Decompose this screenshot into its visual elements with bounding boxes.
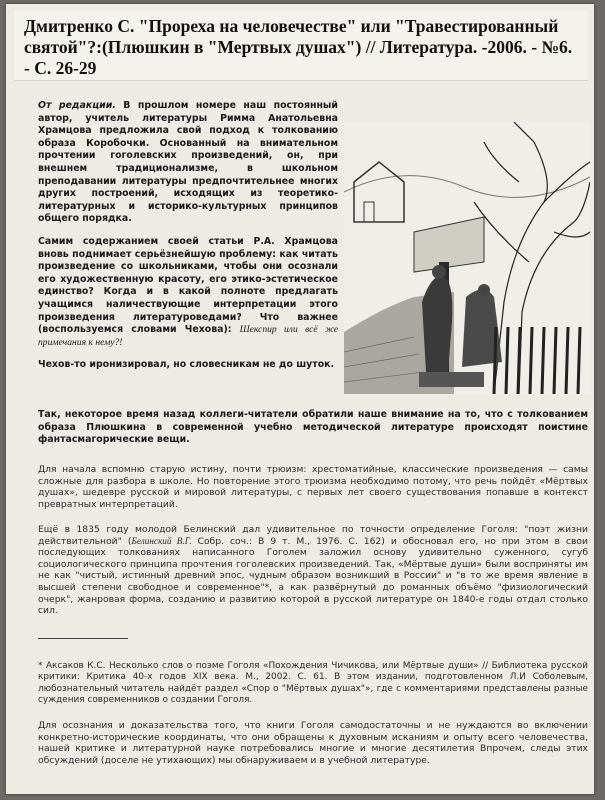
editorial-column	[38, 100, 338, 382]
article-paragraph-3: Для осознания и доказательства того, что книги Гоголя самодостаточны и не нуждаются во включении конкретно-исторические координаты, что они обращены к духовным исканиям и опыту всего человечества, нашей критике и литературной науке потребовались многие и многие десятилетия Впрочем, следы этих обсуждений (доселе не утихающих) мы обнаруживаем и в учебной литературе.	[38, 720, 588, 766]
editorial-irony: Чехов-то иронизировал, но словесникам не до шуток.	[38, 359, 335, 371]
footnote-divider	[38, 638, 128, 639]
citation-header	[14, 10, 588, 81]
editorial-problem-text: Самим содержанием своей статьи Р.А. Храмцова вновь поднимает серьёзнейшую проблему: как читать произведение со школьниками, чтобы они осознали его художественную красоту, его этико-эстетическое единство? Когда и в какой полноте предлагать учащимся наличествующие интерпретации этого произведения литературоведами? Что важнее (воспользуемся словами Чехова):	[38, 235, 338, 336]
editorial-label: От редакции.	[38, 100, 116, 111]
document-page	[6, 4, 594, 794]
belinsky-text-a: Ещё в 1835 году молодой Белинский дал удивительное по точности определение Гоголя: "поэт жизни действительной" (	[38, 524, 588, 547]
article-paragraph-2	[38, 524, 588, 617]
footnote: * Аксаков К.С. Несколько слов о поэме Гоголя «Похождения Чичикова, или Мёртвые души» // Библиотека русской критики: Критика 40-х годов XIX века. М., 2002. С. 61. В этом издании, подготовленном Л.И Соболевым, любознательный читатель найдёт раздел «Спор о "Мёртвых душах"», где с комментариями представлены разные суждения современников о создании Гоголя.	[38, 661, 588, 706]
editorial-intro-text: В прошлом номере наш постоянный автор, учитель литературы Римма Анатольевна Храмцова предложила свой подход к толкованию образа Коробочки. Основанный на внимательном прочтении гоголевских произведений, он, при внешнем традиционализме, в школьном преподавании литературы предпочтительнее многих других построений, исходящих из теоретико-литературных и историко-культурных принципов общего порядка.	[38, 100, 338, 225]
belinsky-citation: Белинский В.Г.	[131, 535, 192, 546]
belinsky-text-b: Собр. соч.: В 9 т. М., 1976. С. 162) и обосновал его, но при этом в свои последующих толкованиях написанного Гоголем заложил основу удивительно суженного, сугуб социологического принципа прочтения гоголевских произведений. Так, «Мёртвые души» были восприняты им не как "чистый, истинный древний эпос, чудным образом возникший в России" и "в то же время явление в высшей степени свободное и современное"*, а как развёрнутый до романных объёмо "физиологический очерк", жанровая форма, созданию и развитию которой в русской литературе он 1840-е годы отдал столько сил.	[38, 535, 589, 617]
editorial-closing: Так, некоторое время назад коллеги-читатели обратили наше внимание на то, что с толкованием образа Плюшкина в современной учебно методической литературе происходят поистине фантасмагорические вещи.	[38, 409, 588, 446]
editorial-intro	[38, 100, 338, 226]
citation-title: Дмитренко С. "Прореха на человечестве" или "Травестированный святой"?:(Плюшкин в "Мертвых душах") // Литература. -2006. - №6. - С. 26-29	[24, 16, 573, 78]
article-paragraph-1: Для начала вспомню старую истину, почти трюизм: хрестоматийные, классические произведения — самы сложные для разбора в школе. Но повторение этого трюизма необходимо потому, что речь пойдёт «Мёртвых душах», шедевре русской и мировой литературы, с первых лет своего существования попавше в контекст превратных интерпретаций.	[38, 464, 588, 510]
plyushkin-illustration	[344, 122, 590, 394]
editorial-problem	[38, 236, 338, 349]
chekhov-quote: Шекспир или всё же примечания к нему?!	[38, 324, 338, 348]
